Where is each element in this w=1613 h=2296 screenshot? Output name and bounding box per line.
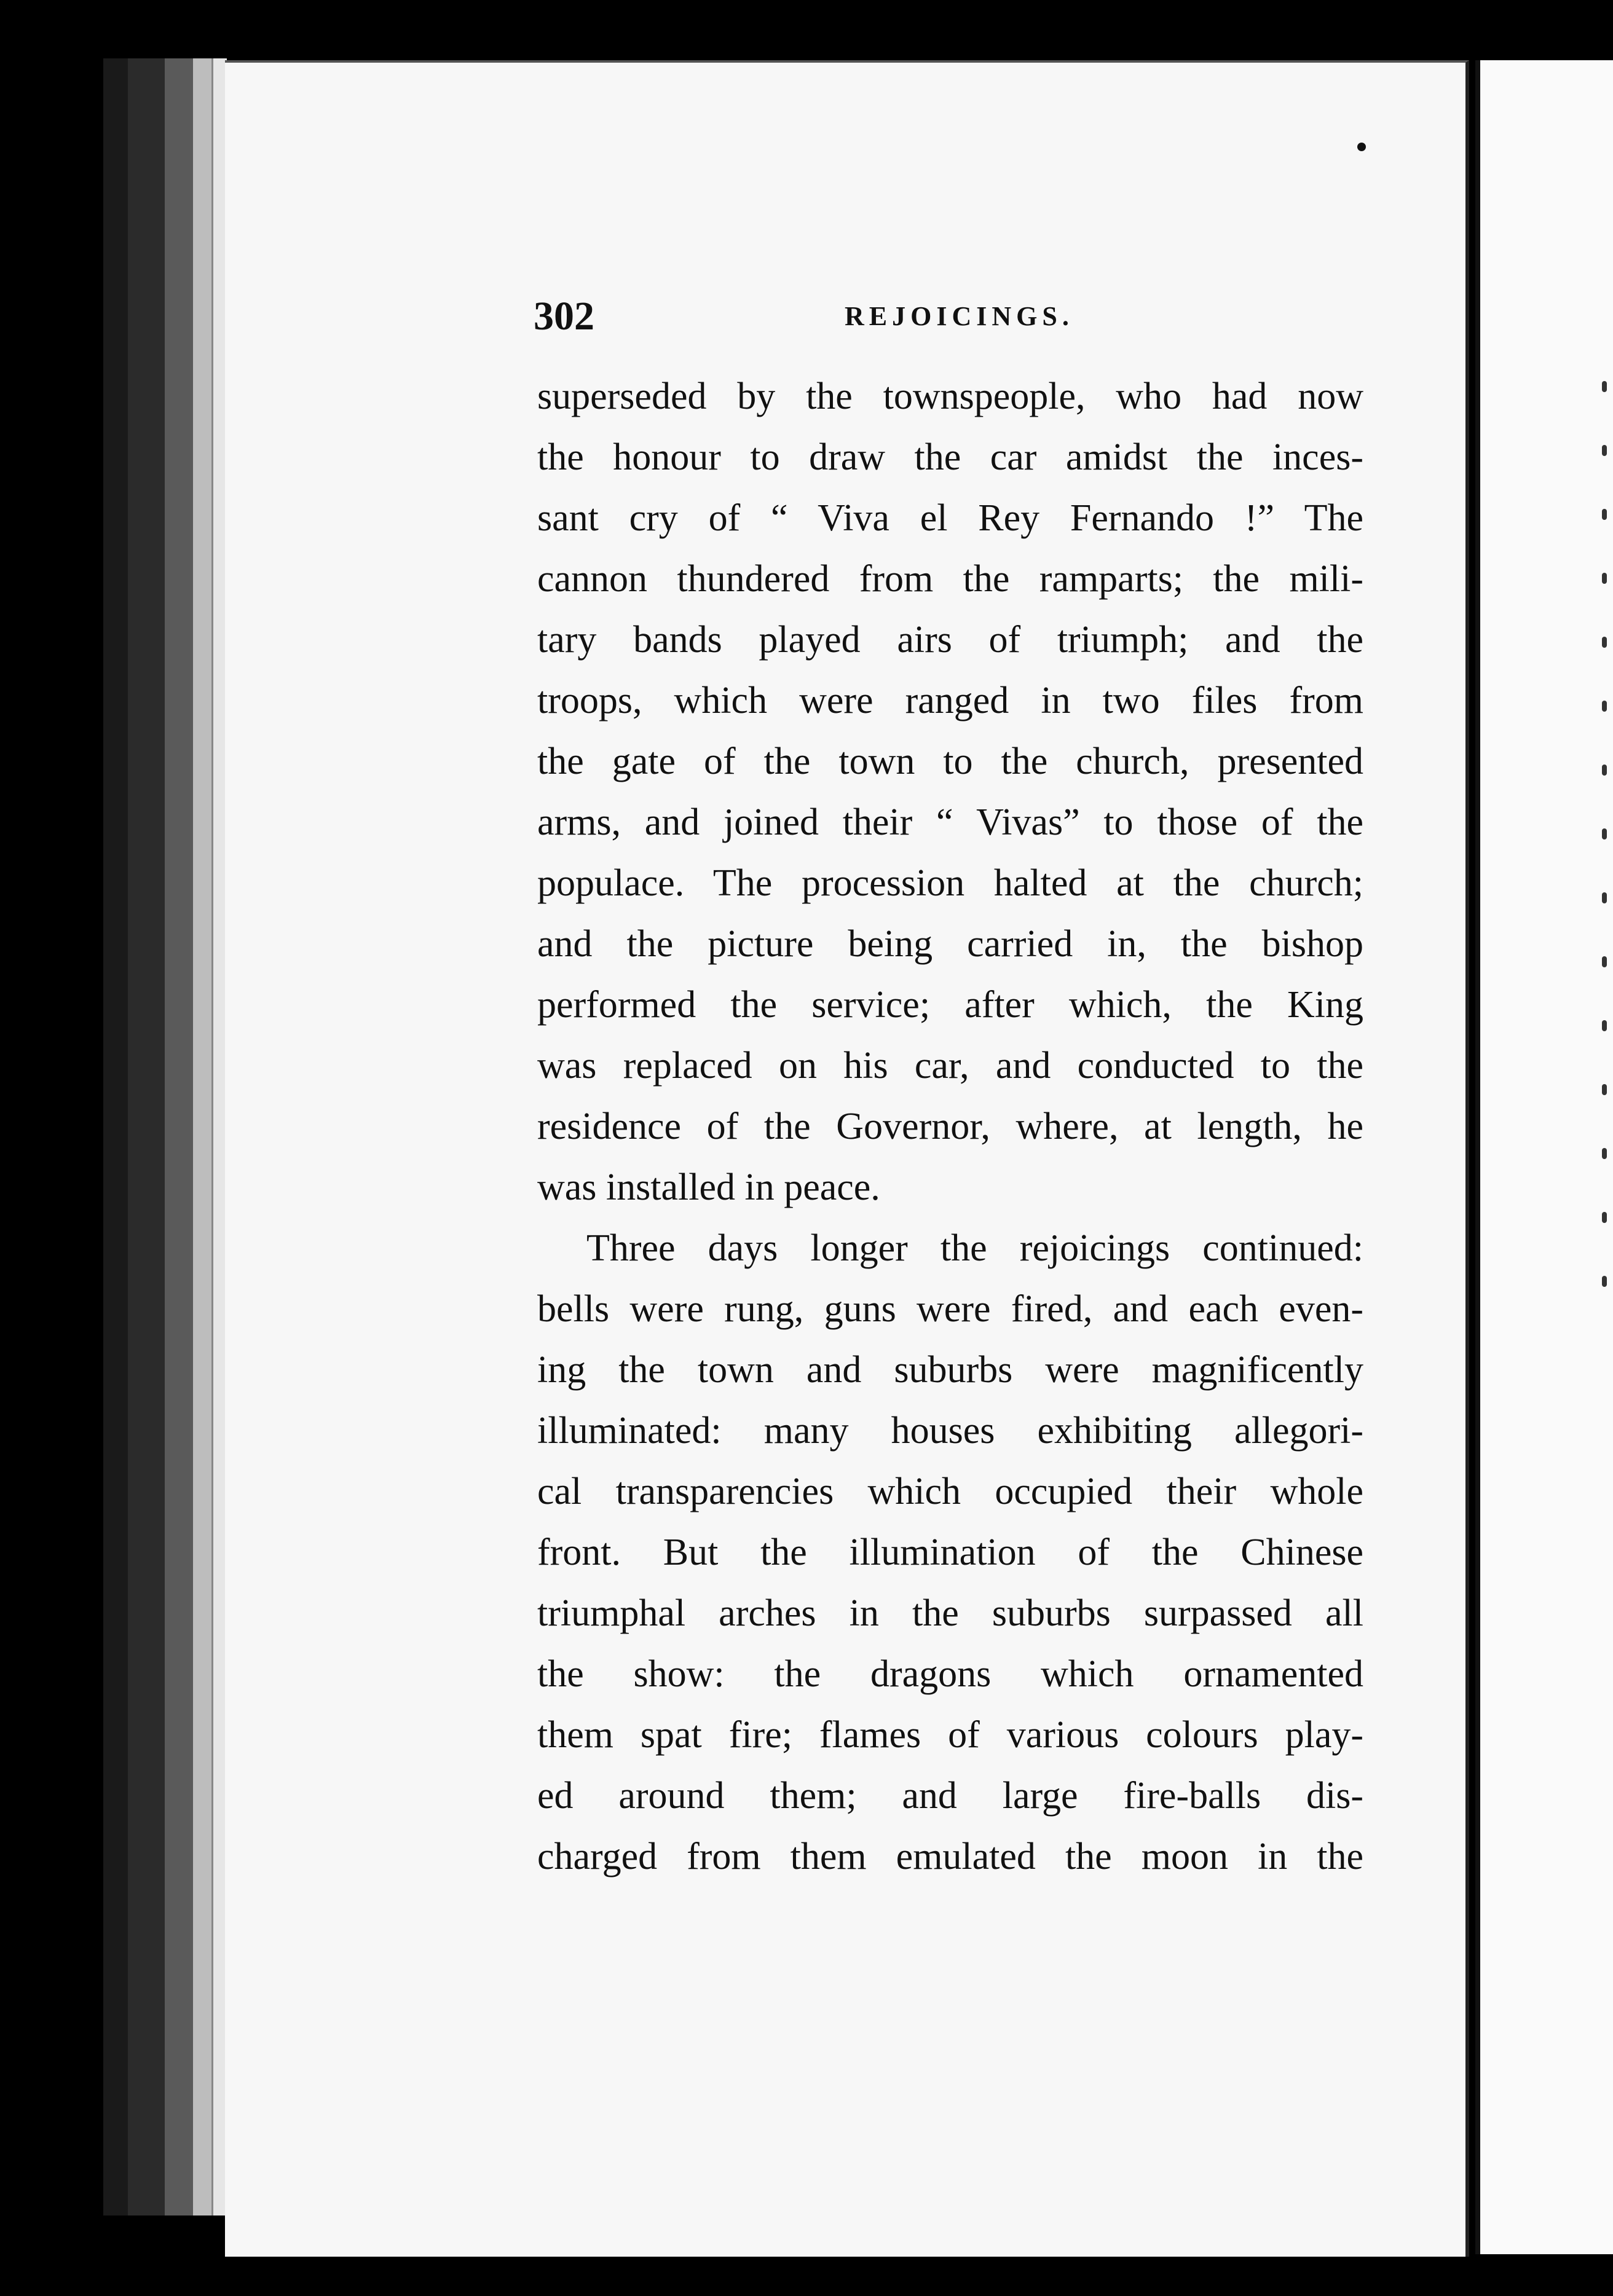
text-line: front. But the illumination of the Chinese [537, 1531, 1363, 1573]
text-line: the honour to draw the car amidst the inces- [537, 436, 1363, 478]
page-stack-edge [165, 58, 193, 2215]
text-line: cannon thundered from the ramparts; the mili- [537, 558, 1363, 600]
text-line: and the picture being carried in, the bishop [537, 923, 1363, 965]
text-line: the show: the dragons which ornamented [537, 1653, 1363, 1695]
facing-page-text-fragments [1602, 381, 1613, 1487]
text-line: populace. The procession halted at the church; [537, 862, 1363, 904]
text-line: performed the service; after which, the King [537, 984, 1363, 1026]
text-line: residence of the Governor, where, at length, he [537, 1106, 1363, 1147]
text-line: superseded by the townspeople, who had now [537, 375, 1363, 417]
text-line: Three days longer the rejoicings continued: [586, 1227, 1363, 1269]
binding-edge [128, 58, 165, 2215]
text-line: charged from them emulated the moon in the [537, 1836, 1363, 1877]
running-head: REJOICINGS. [845, 301, 1074, 331]
paragraph-1 [537, 366, 1363, 1218]
text-line: triumphal arches in the suburbs surpassed all [537, 1592, 1363, 1634]
page-number: 302 [534, 294, 594, 339]
text-line: illuminated: many houses exhibiting allegori- [537, 1410, 1363, 1452]
text-line: cal transparencies which occupied their whole [537, 1471, 1363, 1512]
page-header [534, 289, 1376, 344]
page-stack-edge [193, 58, 211, 2215]
text-line: ed around them; and large fire-balls dis- [537, 1775, 1363, 1817]
text-line: ing the town and suburbs were magnificently [537, 1349, 1363, 1391]
text-line: tary bands played airs of triumph; and the [537, 619, 1363, 661]
ink-spot [1357, 143, 1366, 151]
text-line: was replaced on his car, and conducted to the [537, 1045, 1363, 1087]
text-line: the gate of the town to the church, presented [537, 741, 1363, 782]
text-line: sant cry of “ Viva el Rey Fernando !” The [537, 497, 1363, 539]
text-line: was installed in peace. [537, 1166, 880, 1208]
text-line: arms, and joined their “ Vivas” to those of the [537, 801, 1363, 843]
binding-edge [103, 58, 128, 2215]
text-line: bells were rung, guns were fired, and each even- [537, 1288, 1363, 1330]
body-text [537, 366, 1363, 1887]
text-line: them spat fire; flames of various colours play- [537, 1714, 1363, 1756]
text-line: troops, which were ranged in two files from [537, 680, 1363, 721]
paragraph-2 [537, 1218, 1363, 1887]
facing-page-edge [1475, 60, 1613, 2254]
